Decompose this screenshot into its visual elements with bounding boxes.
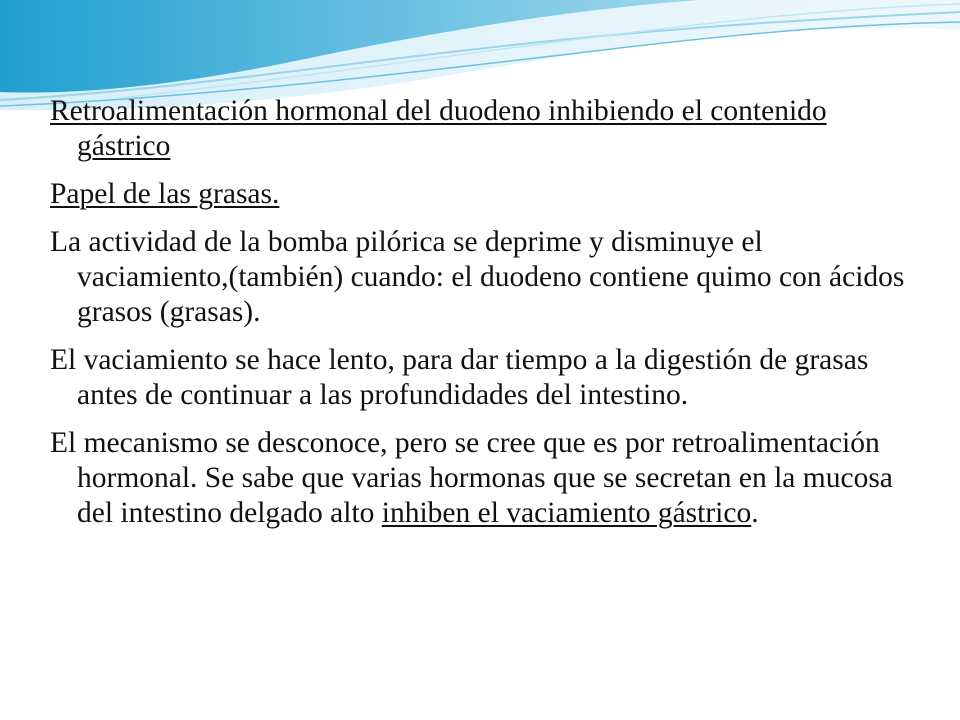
body-paragraph-2: El vaciamiento se hace lento, para dar tiempo a la digestión de grasas antes de continuar a las profundidades del intestino.	[50, 344, 869, 411]
body-paragraph-3	[50, 426, 910, 531]
slide-body	[50, 94, 910, 544]
heading-paragraph	[50, 94, 910, 164]
underlined-phrase: inhiben el vaciamiento gástrico	[381, 497, 752, 529]
body-paragraph-3-text: El mecanismo se desconoce, pero se cree que es por retroalimentación hormonal. Se sabe que varias hormonas que se secretan en la mucosa del intestino delgado alto	[50, 427, 893, 529]
body-paragraph-3-end: .	[751, 497, 759, 529]
subheading-text: Papel de las grasas.	[50, 178, 280, 210]
subheading-paragraph	[50, 177, 910, 212]
heading-text: Retroalimentación hormonal del duodeno inhibiendo el contenido gástrico	[50, 95, 827, 162]
body-paragraph-1: La actividad de la bomba pilórica se deprime y disminuye el vaciamiento,(también) cuando: el duodeno contiene quimo con ácidos grasos (grasas).	[50, 226, 905, 328]
